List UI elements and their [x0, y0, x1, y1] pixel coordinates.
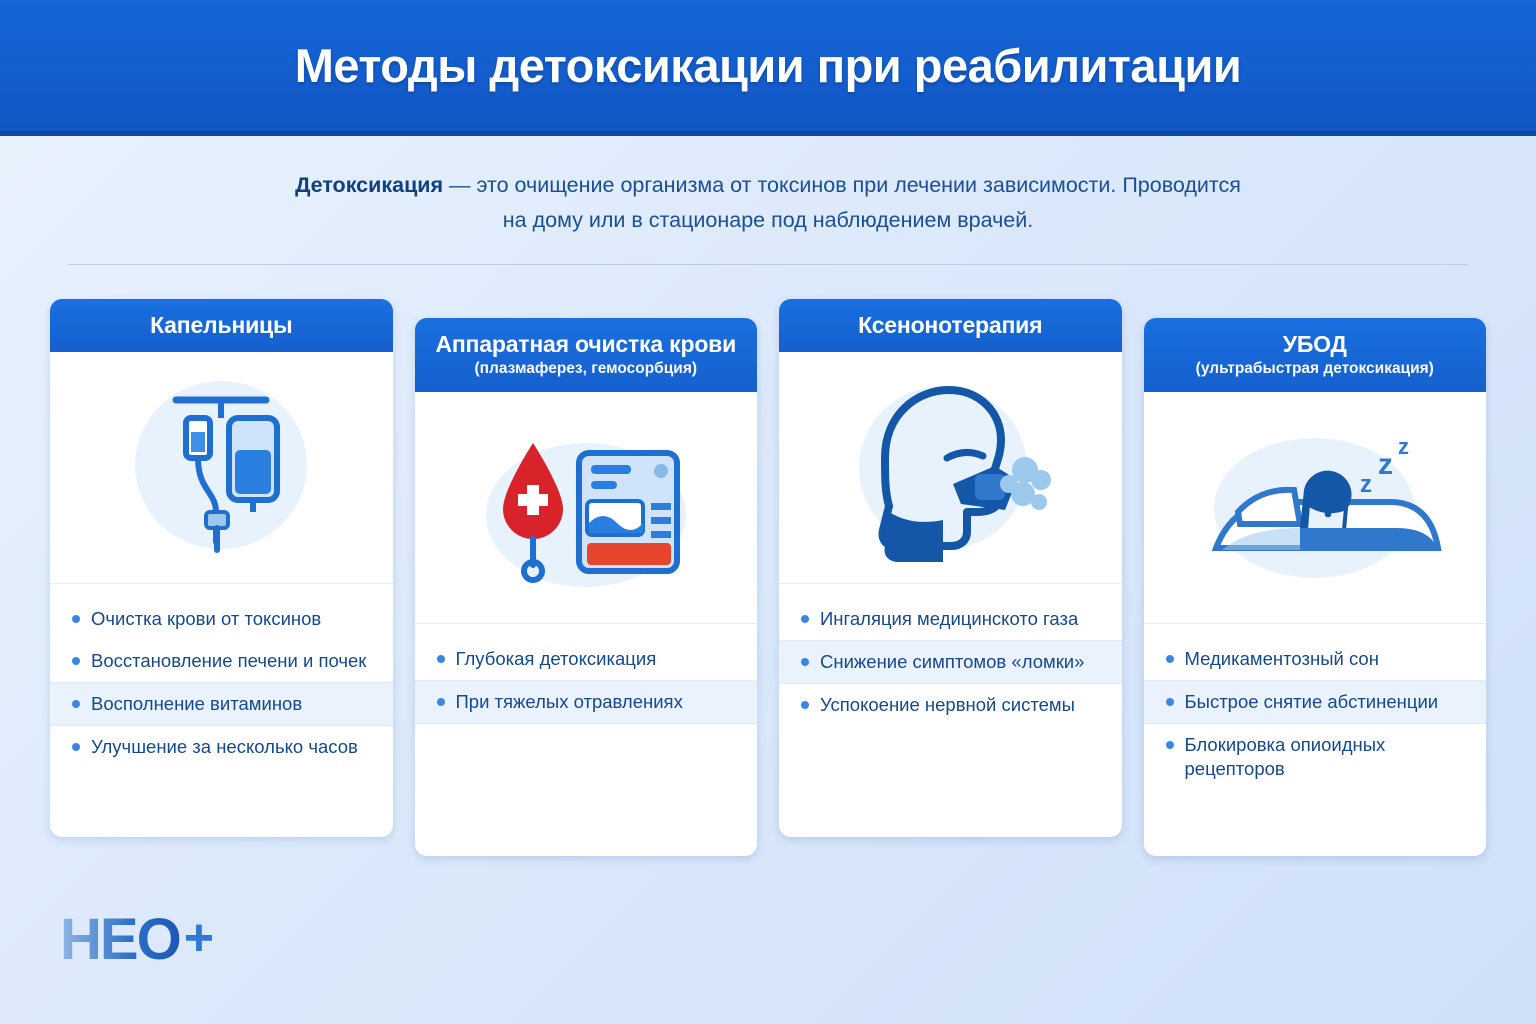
list-item-highlighted	[50, 682, 393, 726]
card-bullets	[50, 584, 393, 786]
bullet-dot-icon	[801, 615, 809, 623]
list-item-highlighted	[779, 640, 1122, 684]
page-title: Методы детоксикации при реабилитации	[294, 39, 1242, 92]
header-bar	[0, 0, 1536, 136]
bullet-dot-icon	[437, 698, 445, 706]
card-icon-area	[50, 352, 393, 584]
intro-text-line-2: на дому или в стационаре под наблюдением врачей.	[502, 207, 1034, 232]
bullet-text: Успокоение нервной системы	[820, 694, 1075, 716]
card-bullets	[1144, 624, 1487, 808]
list-item-highlighted	[415, 680, 758, 724]
list-item	[1144, 638, 1487, 680]
card-icon-area	[415, 392, 758, 624]
svg-text:z: z	[1360, 470, 1373, 498]
bullet-dot-icon	[437, 655, 445, 663]
methods-card-row	[0, 265, 1536, 856]
bullet-text: Улучшение за несколько часов	[91, 736, 358, 758]
bullet-text: Глубокая детоксикация	[455, 648, 657, 670]
intro-section	[0, 136, 1536, 238]
bullet-dot-icon	[72, 700, 80, 708]
list-item	[50, 726, 393, 768]
bullet-text: Быстрое снятие абстиненции	[1184, 691, 1439, 713]
list-item-highlighted	[1144, 680, 1487, 724]
bullet-text: Снижение симптомов «ломки»	[820, 651, 1085, 673]
svg-text:z: z	[1398, 433, 1410, 459]
bullet-text: Восстановление печени и почек	[91, 650, 367, 672]
bullet-dot-icon	[801, 658, 809, 666]
card-bullets	[779, 584, 1122, 744]
bullet-dot-icon	[72, 657, 80, 665]
bullet-dot-icon	[72, 615, 80, 623]
bullet-text: Восполнение витаминов	[91, 693, 303, 715]
card-subtitle: (ультрабыстрая детоксикация)	[1195, 360, 1434, 378]
method-card-ubod[interactable]	[1144, 318, 1487, 856]
card-header-drip	[50, 299, 393, 352]
card-title: Аппаратная очистка крови	[435, 330, 737, 357]
logo-plus-icon: +	[183, 908, 215, 967]
card-icon-area	[779, 352, 1122, 584]
intro-paragraph	[190, 168, 1346, 238]
bullet-text: Медикаментозный сон	[1184, 648, 1379, 670]
list-item	[415, 638, 758, 680]
bullet-text: Ингаляция медицинското газа	[820, 608, 1079, 630]
list-item	[779, 684, 1122, 726]
card-title: УБОД	[1282, 330, 1347, 357]
card-subtitle: (плазмаферез, гемосорбция)	[474, 360, 698, 378]
card-header-ubod	[1144, 318, 1487, 392]
intro-lead-word: Детоксикация	[295, 173, 444, 197]
list-item	[50, 598, 393, 640]
iv-drip-icon	[106, 360, 336, 575]
sleeping-patient-icon	[1182, 408, 1447, 608]
inhalation-mask-icon	[825, 362, 1075, 574]
bullet-dot-icon	[72, 743, 80, 751]
brand-logo	[60, 906, 215, 972]
blood-purification-icon	[461, 405, 711, 610]
method-card-xenon[interactable]	[779, 299, 1122, 837]
card-header-xenon	[779, 299, 1122, 352]
list-item	[1144, 724, 1487, 790]
card-title: Ксенонотерапия	[858, 311, 1043, 338]
bullet-dot-icon	[1166, 741, 1174, 749]
card-icon-area	[1144, 392, 1487, 624]
bullet-text: При тяжелых отравлениях	[455, 691, 683, 713]
logo-wordmark: HEO	[60, 906, 180, 972]
method-card-drip[interactable]	[50, 299, 393, 837]
intro-text-line-1: — это очищение организма от токсинов при лечении зависимости. Проводится	[443, 173, 1241, 197]
bullet-dot-icon	[1166, 655, 1174, 663]
list-item	[50, 640, 393, 682]
method-card-blood-purification[interactable]	[415, 318, 758, 856]
bullet-text: Блокировка опиоидных рецепторов	[1184, 734, 1386, 780]
bullet-dot-icon	[801, 701, 809, 709]
bullet-dot-icon	[1166, 698, 1174, 706]
list-item	[779, 598, 1122, 640]
card-bullets	[415, 624, 758, 742]
card-header-blood-purification	[415, 318, 758, 392]
svg-text:z: z	[1378, 447, 1394, 481]
bullet-text: Очистка крови от токсинов	[91, 608, 322, 630]
card-title: Капельницы	[150, 311, 293, 338]
